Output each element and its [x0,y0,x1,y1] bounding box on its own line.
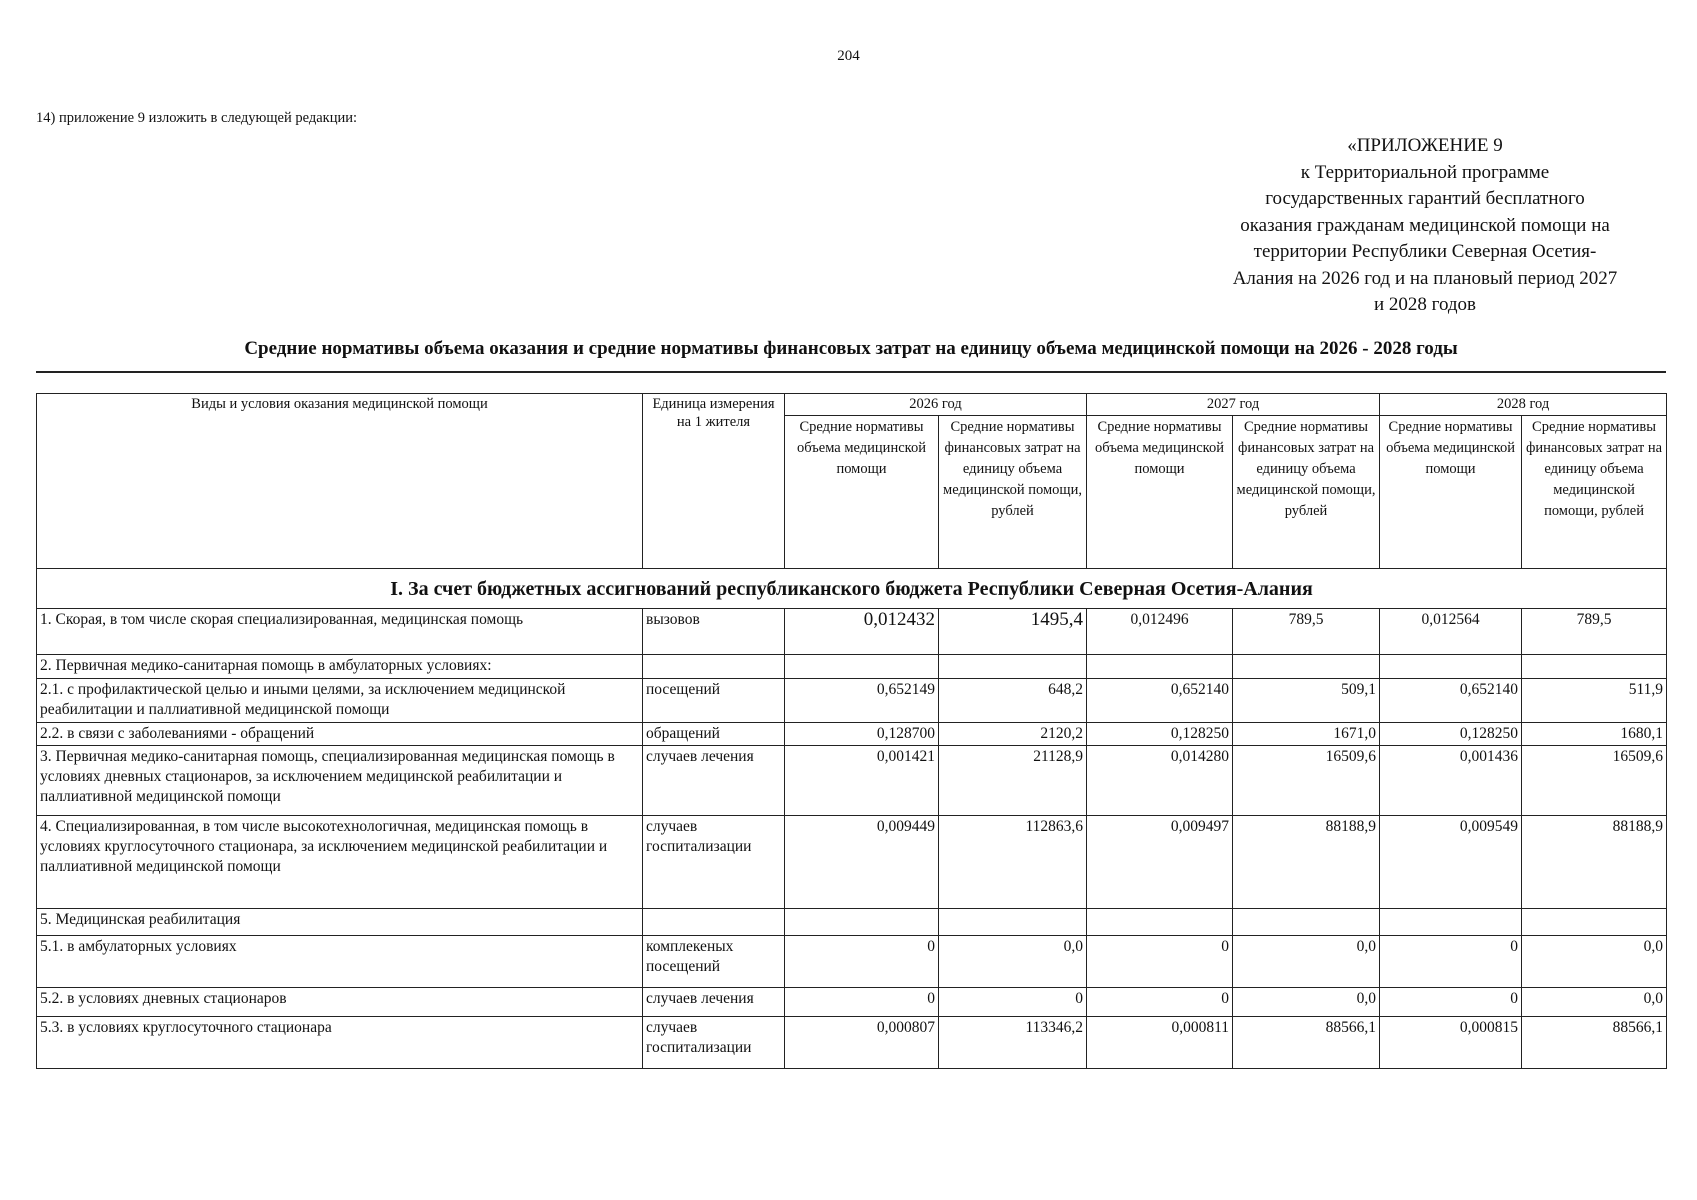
cell-volume-2027: 0,009497 [1087,816,1233,909]
cell-cost-2027: 16509,6 [1233,746,1380,816]
appendix-line: «ПРИЛОЖЕНИЕ 9 [1347,135,1503,156]
cell-cost-2026: 1495,4 [939,609,1087,655]
cell-volume-2026 [785,909,939,936]
year-header-2027: 2027 год [1087,394,1380,416]
cell-volume-2028 [1380,909,1522,936]
cell-volume-2026: 0,012432 [785,609,939,655]
row-unit: посещений [643,679,785,723]
cell-volume-2027: 0 [1087,988,1233,1017]
table-row [37,655,1667,679]
cell-volume-2028: 0 [1380,988,1522,1017]
appendix-line: и 2028 годов [1373,294,1477,315]
appendix-heading [1215,133,1635,319]
cell-volume-2027 [1087,655,1233,679]
cell-volume-2027: 0,012496 [1087,609,1233,655]
cell-volume-2028: 0,128250 [1380,723,1522,746]
cell-cost-2028: 88188,9 [1522,816,1667,909]
cell-volume-2027: 0 [1087,936,1233,988]
cell-cost-2026: 112863,6 [939,816,1087,909]
subheader-volume-2027: Средние нормативы объема медицинской помощи [1087,416,1233,569]
cell-cost-2026: 0,0 [939,936,1087,988]
cell-cost-2027: 0,0 [1233,936,1380,988]
cell-cost-2026 [939,909,1087,936]
table-row [37,816,1667,909]
column-header-unit: Единица измерения на 1 жителя [643,394,785,569]
cell-volume-2028: 0,652140 [1380,679,1522,723]
cell-cost-2027: 1671,0 [1233,723,1380,746]
subheader-cost-2028: Средние нормативы финансовых затрат на единицу объема медицинской помощи, рублей [1522,416,1667,569]
column-header-kind: Виды и условия оказания медицинской помощи [37,394,643,569]
row-label: 5.3. в условиях круглосуточного стационара [37,1017,643,1069]
subheader-cost-2026: Средние нормативы финансовых затрат на единицу объема медицинской помощи, рублей [939,416,1087,569]
appendix-line: территории Республики Северная Осетия- [1253,241,1597,262]
cell-volume-2026: 0,652149 [785,679,939,723]
row-label: 1. Скорая, в том числе скорая специализированная, медицинская помощь [37,609,643,655]
row-label: 2.1. с профилактической целью и иными целями, за исключением медицинской реабилитации и паллиативной медицинской помощи [37,679,643,723]
subheader-volume-2028: Средние нормативы объема медицинской помощи [1380,416,1522,569]
table-header [37,394,1667,569]
document-title: Средние нормативы объема оказания и средние нормативы финансовых затрат на единицу объема медицинской помощи на 2026 - 2028 годы [244,338,1458,359]
table-row [37,936,1667,988]
cell-cost-2028: 511,9 [1522,679,1667,723]
cell-cost-2027 [1233,655,1380,679]
cell-cost-2028: 1680,1 [1522,723,1667,746]
row-label: 2. Первичная медико-санитарная помощь в амбулаторных условиях: [37,655,643,679]
subheader-cost-2027: Средние нормативы финансовых затрат на единицу объема медицинской помощи, рублей [1233,416,1380,569]
row-label: 5.1. в амбулаторных условиях [37,936,643,988]
table-body [37,569,1667,1069]
cell-volume-2026: 0,009449 [785,816,939,909]
cell-cost-2026 [939,655,1087,679]
table-row [37,909,1667,936]
table-row [37,988,1667,1017]
cell-volume-2028 [1380,655,1522,679]
section-row [37,569,1667,609]
subheader-volume-2026: Средние нормативы объема медицинской помощи [785,416,939,569]
row-unit: случаев лечения [643,988,785,1017]
cell-cost-2027: 789,5 [1233,609,1380,655]
cell-volume-2027 [1087,909,1233,936]
row-label: 5.2. в условиях дневных стационаров [37,988,643,1017]
cell-cost-2028: 88566,1 [1522,1017,1667,1069]
cell-volume-2028: 0,000815 [1380,1017,1522,1069]
cell-volume-2027: 0,128250 [1087,723,1233,746]
table-row [37,1017,1667,1069]
cell-cost-2028: 16509,6 [1522,746,1667,816]
row-unit: обращений [643,723,785,746]
cell-cost-2026: 648,2 [939,679,1087,723]
cell-cost-2027 [1233,909,1380,936]
cell-volume-2027: 0,652140 [1087,679,1233,723]
year-header-2028: 2028 год [1380,394,1667,416]
cell-volume-2026: 0 [785,988,939,1017]
section-title: I. За счет бюджетных ассигнований республиканского бюджета Республики Северная Осетия-Алания [37,569,1667,609]
cell-volume-2028: 0,012564 [1380,609,1522,655]
cell-volume-2027: 0,000811 [1087,1017,1233,1069]
row-unit: вызовов [643,609,785,655]
cell-cost-2026: 2120,2 [939,723,1087,746]
row-unit: комплекеных посещений [643,936,785,988]
row-unit: случаев лечения [643,746,785,816]
appendix-line: Алания на 2026 год и на плановый период 2027 [1232,267,1618,289]
cell-cost-2028 [1522,655,1667,679]
year-header-2026: 2026 год [785,394,1087,416]
table-row [37,723,1667,746]
cell-cost-2027: 88188,9 [1233,816,1380,909]
row-unit [643,909,785,936]
row-unit: случаев госпитализации [643,816,785,909]
cell-volume-2026 [785,655,939,679]
row-unit: случаев госпитализации [643,1017,785,1069]
table-row [37,679,1667,723]
cell-cost-2026: 113346,2 [939,1017,1087,1069]
cell-cost-2028 [1522,909,1667,936]
cell-volume-2026: 0,128700 [785,723,939,746]
title-divider [36,371,1666,373]
cell-volume-2028: 0,009549 [1380,816,1522,909]
row-label: 4. Специализированная, в том числе высокотехнологичная, медицинская помощь в условиях круглосуточного стационара, за исключением медицинской реабилитации и паллиативной медицинской помощи [37,816,643,909]
cell-cost-2027: 509,1 [1233,679,1380,723]
cell-cost-2027: 0,0 [1233,988,1380,1017]
appendix-line: государственных гарантий бесплатного [1265,188,1585,209]
cell-volume-2026: 0 [785,936,939,988]
cell-cost-2027: 88566,1 [1233,1017,1380,1069]
norms-table [36,393,1667,1069]
cell-cost-2028: 789,5 [1522,609,1667,655]
cell-volume-2026: 0,000807 [785,1017,939,1069]
appendix-line: оказания гражданам медицинской помощи на [1240,214,1610,236]
cell-volume-2026: 0,001421 [785,746,939,816]
cell-cost-2026: 21128,9 [939,746,1087,816]
table-row [37,609,1667,655]
cell-volume-2027: 0,014280 [1087,746,1233,816]
row-label: 3. Первичная медико-санитарная помощь, специализированная медицинская помощь в условиях дневных стационаров, за исключением медицинской реабилитации и паллиативной медицинской помощи [37,746,643,816]
cell-cost-2026: 0 [939,988,1087,1017]
page-number: 204 [837,48,860,64]
row-label: 2.2. в связи с заболеваниями - обращений [37,723,643,746]
row-label: 5. Медицинская реабилитация [37,909,643,936]
intro-line: 14) приложение 9 изложить в следующей редакции: [36,110,358,126]
table-row [37,746,1667,816]
cell-volume-2028: 0,001436 [1380,746,1522,816]
row-unit [643,655,785,679]
cell-cost-2028: 0,0 [1522,988,1667,1017]
cell-volume-2028: 0 [1380,936,1522,988]
appendix-line: к Территориальной программе [1300,161,1550,183]
cell-cost-2028: 0,0 [1522,936,1667,988]
